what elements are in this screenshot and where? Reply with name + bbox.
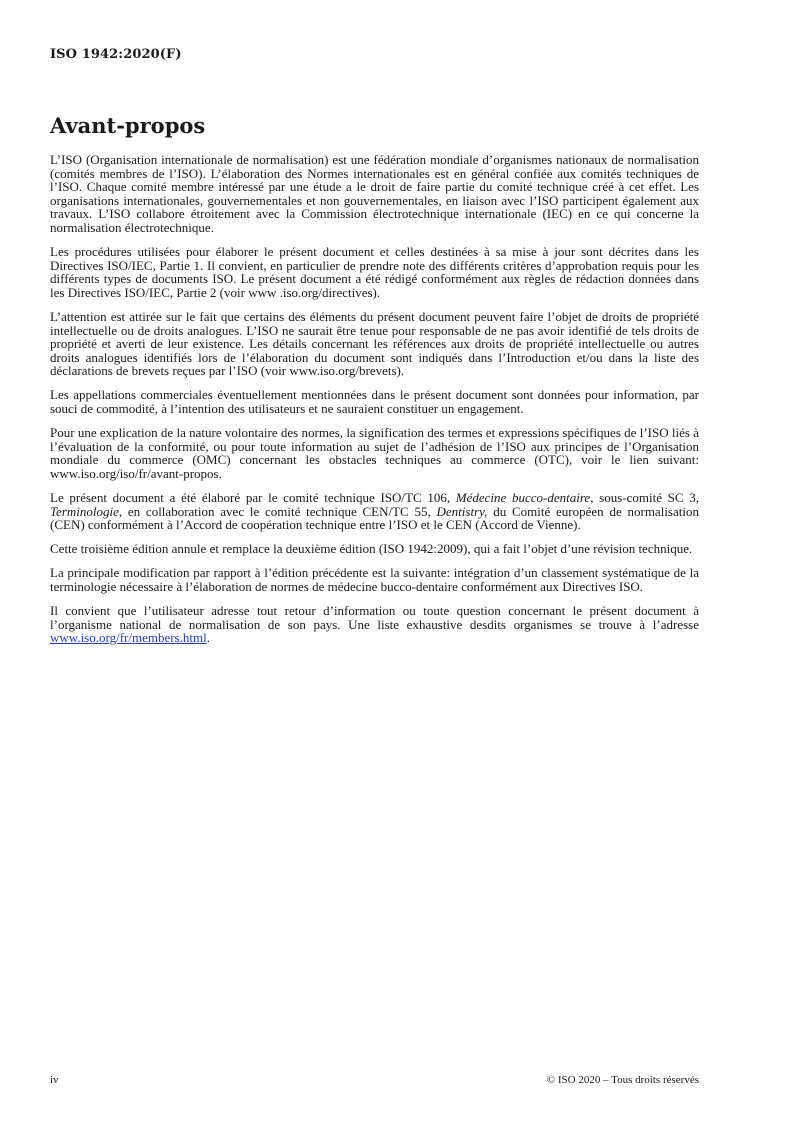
page-title: Avant-propos xyxy=(50,113,206,138)
committee-text-2: , sous-comité SC 3, xyxy=(590,489,699,505)
paragraph-edition: Cette troisième édition annule et remplace la deuxième édition (ISO 1942:2009), qui a fait l’objet d’une révision technique. xyxy=(50,541,693,557)
feedback-text-end: . xyxy=(206,630,210,646)
subcommittee-name-italic: Terminologie, xyxy=(50,503,123,519)
paragraph-procedures: Les procédures utilisées pour élaborer le présent document et celles destinées à sa mise à jour sont décrites dans les Directives ISO/IEC, Partie 1. Il convient, en particulier de prendre note des différents critères d’approbation requis pour les différents types de documents ISO. Le présent document a été rédigé conformément aux règles de rédaction données dans les Directives ISO/IEC, Partie 2 (voir www .iso.org/directives). xyxy=(50,244,699,300)
committee-text-1: Le présent document a été élaboré par le comité technique ISO/TC 106, xyxy=(50,489,456,505)
committee-text-3: en collaboration avec le comité technique CEN/TC 55, xyxy=(122,503,437,519)
committee-name-italic: Médecine bucco-dentaire xyxy=(455,489,591,505)
page-number: iv xyxy=(50,1074,59,1086)
committee-text-4: du Comité européen de normalisation (CEN) conformément à l’Accord de coopération technique entre l’ISO et le CEN (Accord de Vienne). xyxy=(50,503,699,533)
paragraph-patent-rights: L’attention est attirée sur le fait que certains des éléments du présent document peuvent faire l’objet de droits de propriété intellectuelle ou de droits analogues. L’ISO ne saurait être tenue pour responsable de ne pas avoir identifié de tels droits de propriété et averti de leur existence. Les détails concernant les références aux droits de propriété intellectuelle ou autres droits analogues identifiés lors de l’élaboration du document sont indiqués dans l’Introduction et/ou dans la liste des déclarations de brevets reçues par l’ISO (voir www.iso.org/brevets). xyxy=(50,308,699,379)
feedback-text: Il convient que l’utilisateur adresse tout retour d’information ou toute question concernant le présent document à l’organisme national de normalisation de son pays. Une liste exhaustive desdits organismes se trouve à l’adresse xyxy=(50,603,699,632)
paragraph-voluntary-nature: Pour une explication de la nature volontaire des normes, la signification des termes et expressions spécifiques de l’ISO liés à l’évaluation de la conformité, ou pour toute information au sujet de l’adhésion de l’ISO aux principes de l’Organisation mondiale du commerce (OMC) concernant les obstacles techniques au commerce (OTC), voir le lien suivant: www.iso.org/iso/fr/avant-propos. xyxy=(50,425,699,481)
members-link[interactable]: www.iso.org/fr/members.html xyxy=(50,630,207,646)
document-identifier: ISO 1942:2020(F) xyxy=(50,47,182,62)
paragraph-feedback xyxy=(50,604,699,645)
paragraph-committee xyxy=(50,491,699,532)
foreword-body xyxy=(50,153,699,655)
paragraph-trade-names: Les appellations commerciales éventuellement mentionnées dans le présent document sont données pour information, par souci de commodité, à l’intention des utilisateurs et ne sauraient constituer un engagement. xyxy=(50,387,699,416)
cen-committee-name-italic: Dentistry, xyxy=(436,503,488,519)
paragraph-main-change: La principale modification par rapport à l’édition précédente est la suivante: intégration d’un classement systématique de la terminologie nécessaire à l’élaboration de normes de médecine bucco-dentaire conformément aux Directives ISO. xyxy=(50,565,699,594)
copyright-notice: © ISO 2020 – Tous droits réservés xyxy=(546,1074,699,1086)
paragraph-iso-intro: L’ISO (Organisation internationale de normalisation) est une fédération mondiale d’organismes nationaux de normalisation (comités membres de l’ISO). L’élaboration des Normes internationales est en général confiée aux comités techniques de l’ISO. Chaque comité membre intéressé par une étude a le droit de faire partie du comité technique créé à cet effet. Les organisations internationales, gouvernementales et non gouvernementales, en liaison avec l’ISO participent également aux travaux. L’ISO collabore étroitement avec la Commission électrotechnique internationale (IEC) en ce qui concerne la normalisation électrotechnique. xyxy=(50,152,699,235)
